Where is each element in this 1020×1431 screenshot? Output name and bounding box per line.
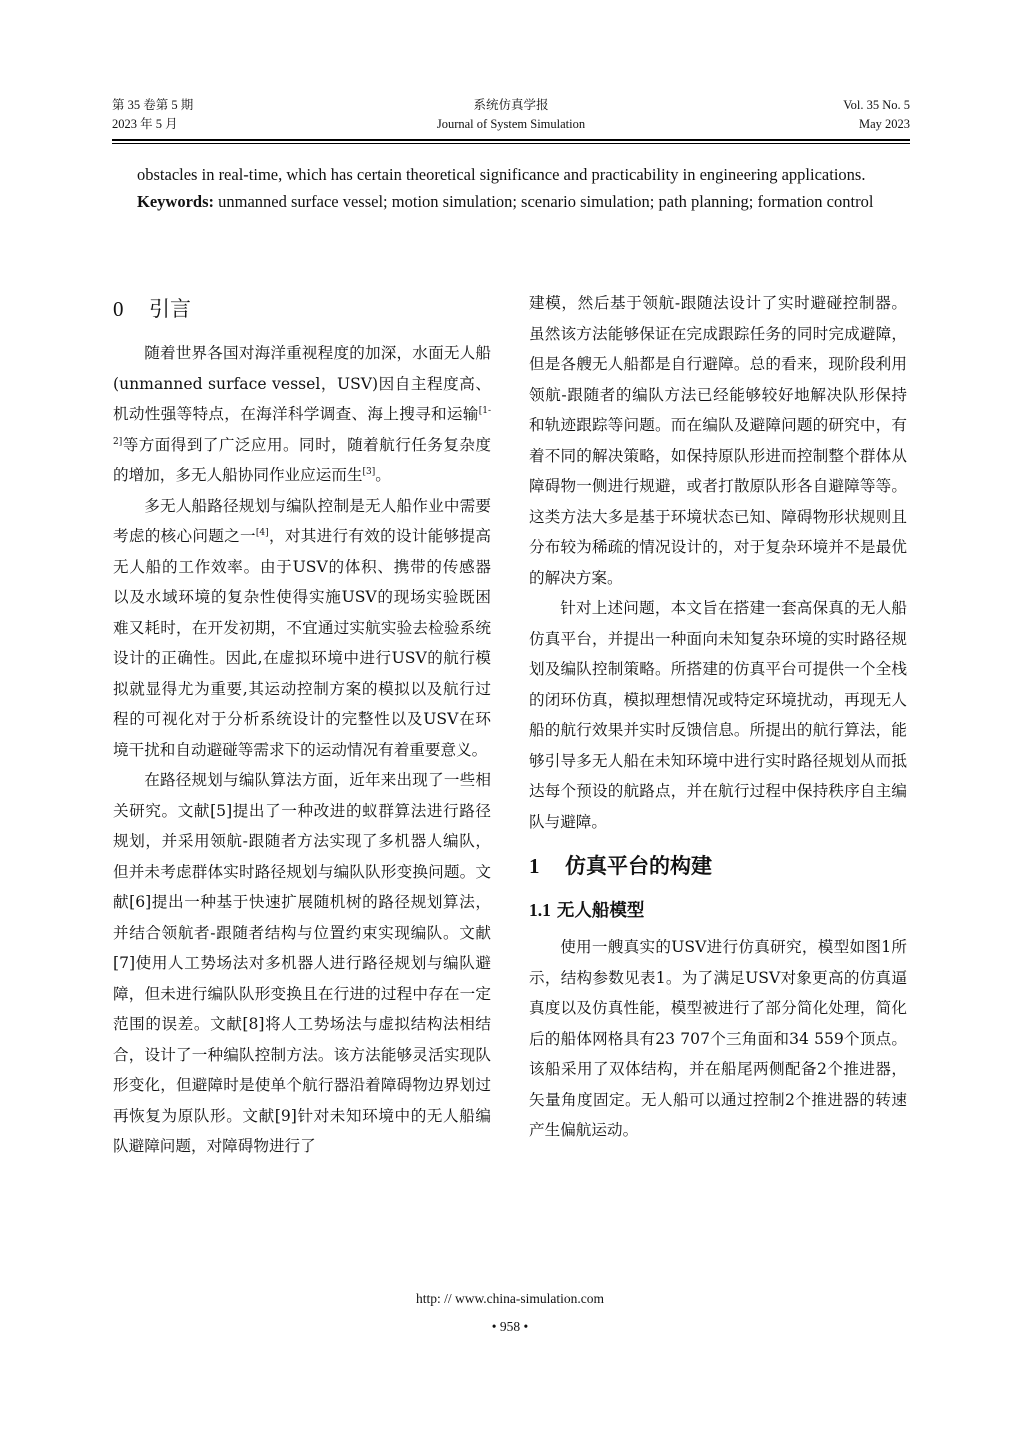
issue-date: 2023 年 5 月	[112, 117, 178, 131]
journal-name-cn: 系统仿真学报	[473, 98, 549, 112]
paragraph-5: 使用一艘真实的USV进行仿真研究，模型如图1所示，结构参数见表1。为了满足USV对象更高的仿真逼真度以及仿真性能，模型被进行了部分简化处理，简化后的船体网格具有23 707个三角面和34 559个顶点。该船采用了双体结构，并在船尾两侧配备2个推进器，矢量角度固定。无人船可以通过控制2个推进器的转速产生偏航运动。	[529, 938, 907, 1139]
header-rule-thick	[112, 139, 910, 141]
paragraph-text: 。	[375, 466, 391, 484]
issue-date-en: May 2023	[858, 117, 910, 131]
volume-issue-en: Vol. 35 No. 5	[843, 98, 910, 112]
right-column	[529, 288, 907, 1146]
journal-name-en: Journal of System Simulation	[436, 117, 586, 131]
section-title: 引言	[149, 297, 191, 321]
paragraph-3: 在路径规划与编队算法方面，近年来出现了一些相关研究。文献[5]提出了一种改进的蚁群算法进行路径规划，并采用领航-跟随者方法实现了多机器人编队，但并未考虑群体实时路径规划与编队队形变换问题。文献[6]提出一种基于快速扩展随机树的路径规划算法，并结合领航者-跟随者结构与位置约束实现编队。文献[7]使用人工势场法对多机器人进行路径规划与编队避障，但未进行编队队形变换且在行进的过程中存在一定范围的误差。文献[8]将人工势场法与虚拟结构法相结合，设计了一种编队控制方法。该方法能够灵活实现队形变化，但避障时是使单个航行器沿着障碍物边界划过再恢复为原队形。文献[9]针对未知环境中的无人船编队避障问题，对障碍物进行了	[113, 771, 491, 1155]
subsection-heading-1-1	[529, 895, 907, 926]
paragraph-4: 针对上述问题，本文旨在搭建一套高保真的无人船仿真平台，并提出一种面向未知复杂环境的实时路径规划及编队控制策略。所搭建的仿真平台可提供一个全栈的闭环仿真，模拟理想情况或特定环境扰动，再现无人船的航行效果并实时反馈信息。所提出的航行算法，能够引导多无人船在未知环境中进行实时路径规划从而抵达每个预设的航路点，并在航行过程中保持秩序自主编队与避障。	[529, 599, 907, 831]
paragraph-3-continued: 建模，然后基于领航-跟随法设计了实时避碰控制器。虽然该方法能够保证在完成跟踪任务的同时完成避障，但是各艘无人船都是自行避障。总的看来，现阶段利用领航-跟随者的编队方法已经能够较好地解决队形保持和轨迹跟踪等问题。而在编队及避障问题的研究中，有着不同的解决策略，如保持原队形进而控制整个群体从障碍物一侧进行规避，或者打散原队形各自避障等等。这类方法大多是基于环境状态已知、障碍物形状规则且分布较为稀疏的情况设计的，对于复杂环境并不是最优的解决方案。	[529, 294, 907, 587]
paragraph-1	[113, 338, 491, 491]
paragraph-text: ，对其进行有效的设计能够提高无人船的工作效率。由于USV的体积、携带的传感器以及水域环境的复杂性使得实施USV的现场实验既困难又耗时，在开发初期，不宜通过实航实验去检验系统设计的正确性。因此,在虚拟环境中进行USV的航行模拟就显得尤为重要,其运动控制方案的模拟以及航行过程的可视化对于分析系统设计的完整性以及USV在环境干扰和自动避碰等需求下的运动情况有着重要意义。	[113, 527, 491, 759]
citation[interactable]: [1-2]	[113, 405, 491, 447]
volume-issue: 第 35 卷第 5 期	[112, 98, 194, 112]
header-rule-thin	[112, 143, 910, 144]
citation[interactable]: [4]	[255, 527, 269, 538]
abstract-block	[137, 162, 884, 215]
left-column	[113, 288, 491, 1162]
section-heading-1	[529, 849, 907, 883]
paragraph-text: 多无人船路径规划与编队控制是无人船作业中需要考虑的核心问题之一	[113, 496, 491, 545]
section-heading-intro	[113, 292, 491, 326]
running-header	[112, 96, 910, 138]
page-number: • 958 •	[491, 1319, 529, 1334]
paragraph-text: 随着世界各国对海洋重视程度的加深，水面无人船(unmanned surface vessel，USV)因自主程度高、机动性强等特点，在海洋科学调查、海上搜寻和运输	[113, 344, 491, 423]
section-number: 1	[529, 854, 540, 878]
keywords-text: unmanned surface vessel; motion simulation; scenario simulation; path planning; formation control	[218, 191, 874, 211]
subsection-title: 无人船模型	[556, 901, 645, 921]
abstract-tail: obstacles in real-time, which has certain theoretical significance and practicability in engineering applications.	[137, 165, 866, 184]
section-number: 0	[113, 297, 124, 321]
section-title: 仿真平台的构建	[565, 853, 712, 878]
subsection-number: 1.1	[529, 900, 551, 920]
paragraph-text: 等方面得到了广泛应用。同时，随着航行任务复杂度的增加，多无人船协同作业应运而生	[113, 435, 491, 484]
citation[interactable]: [3]	[362, 466, 376, 477]
keywords-line	[137, 189, 884, 216]
paragraph-2	[113, 491, 491, 766]
footer-url[interactable]: http: // www.china-simulation.com	[415, 1291, 605, 1306]
header-right	[843, 96, 910, 134]
header-center	[112, 96, 910, 134]
keywords-label: Keywords:	[137, 191, 214, 211]
